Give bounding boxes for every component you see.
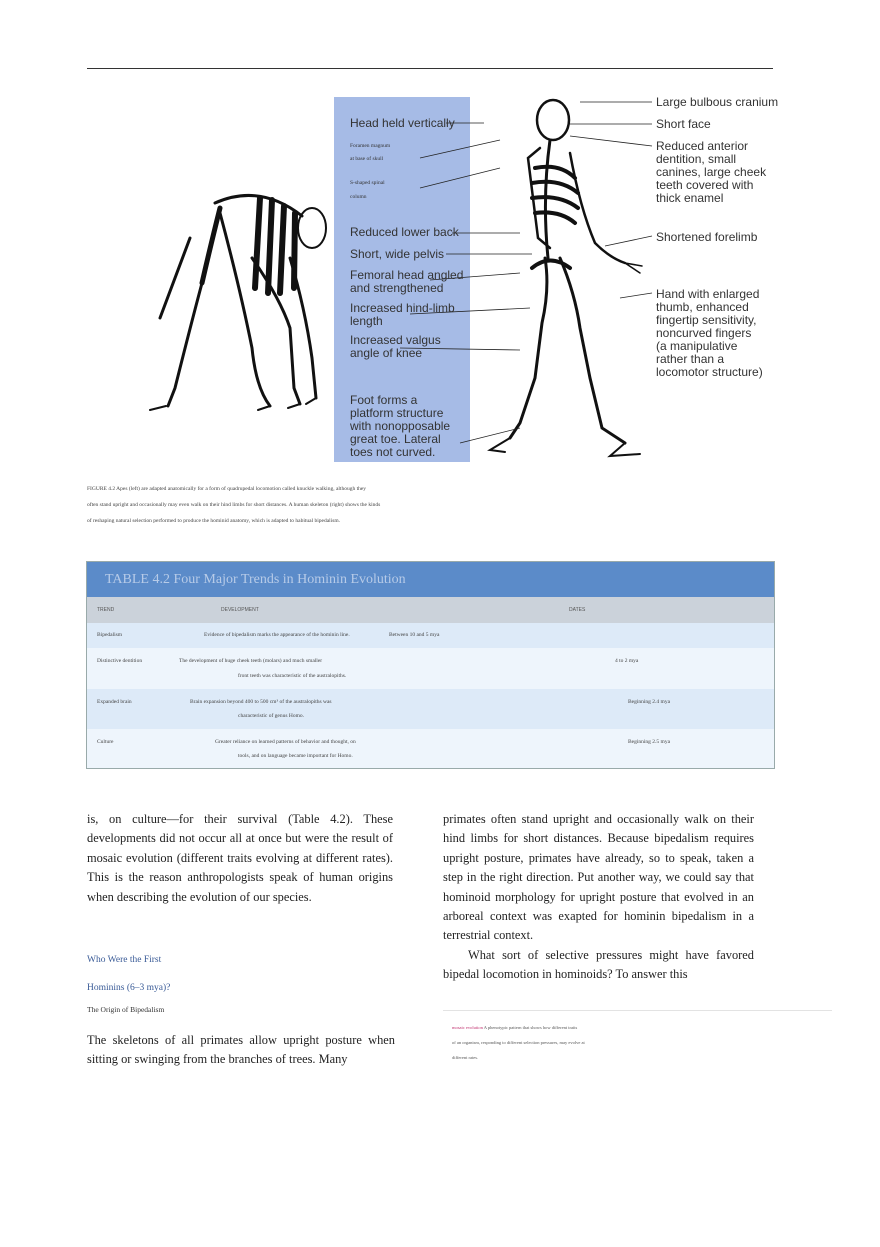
body-left-column bbox=[87, 810, 393, 907]
fig-label-spine: S-shaped spinal bbox=[350, 180, 385, 186]
fig-label-foot-3: with nonopposable bbox=[350, 419, 451, 433]
figure-caption bbox=[87, 481, 417, 529]
cell-development: Greater reliance on learned patterns of behavior and thought, on bbox=[215, 739, 356, 745]
col-header-trend: TREND bbox=[97, 607, 115, 613]
fig-label-dentition: Reduced anterior bbox=[656, 139, 749, 153]
fig-label-femoral-head: Femoral head angled bbox=[350, 268, 464, 282]
cell-trend: Bipedalism bbox=[97, 632, 123, 638]
table-title-bar bbox=[87, 562, 774, 597]
caption-line: of reshaping natural selection performed to produce the hominid anatomy, which is adapted to habitual bipedalism. bbox=[87, 518, 341, 524]
fig-label-hand: Hand with enlarged bbox=[656, 287, 760, 301]
body-left-column-continued bbox=[87, 1031, 395, 1070]
cell-development: front teeth was characteristic of the australopiths. bbox=[238, 673, 347, 679]
fig-label-hind-limb-2: length bbox=[350, 314, 383, 328]
table-row bbox=[87, 648, 774, 689]
cell-trend: Distinctive dentition bbox=[97, 658, 143, 664]
ape-skeleton-illustration bbox=[150, 195, 326, 410]
fig-label-foot-2: platform structure bbox=[350, 406, 444, 420]
caption-line: FIGURE 4.2 Apes (left) are adapted anatomically for a form of quadrupedal locomotion called knuckle walking, although they bbox=[87, 486, 367, 492]
cell-development: Brain expansion beyond 400 to 500 cm³ of the australopiths was bbox=[190, 699, 332, 705]
body-paragraph: primates often stand upright and occasionally walk on their hind limbs for short distances. Because bipedalism requires upright posture, primates have already, so to speak, taken a step in the right direction. Put another way, we could say that hominoid morphology for upright posture that evolved in an arboreal context was exapted for hominin bipedalism in a terrestrial context. bbox=[443, 812, 754, 943]
body-paragraph: is, on culture—for their survival (Table 4.2). These developments did not occur all at once but were the result of mosaic evolution (different traits evolving at different rates). This is the reason anthropologists speak of human origins when describing the evolution of our species. bbox=[87, 812, 393, 904]
cell-dates: 4 to 2 mya bbox=[615, 658, 639, 664]
fig-label-hind-limb: Increased hind-limb bbox=[350, 301, 455, 315]
cell-trend: Culture bbox=[97, 739, 114, 745]
subsection-heading: The Origin of Bipedalism bbox=[87, 1005, 165, 1014]
table-row bbox=[87, 729, 774, 768]
table-column-header bbox=[87, 597, 774, 623]
fig-label-foot: Foot forms a bbox=[350, 393, 418, 407]
trends-table bbox=[86, 561, 775, 769]
fig-label-foramen-2: at base of skull bbox=[350, 156, 384, 162]
body-right-column bbox=[443, 810, 754, 985]
fig-label-hand-6: rather than a bbox=[656, 352, 725, 366]
fig-label-foot-5: toes not curved. bbox=[350, 445, 436, 459]
human-skeleton-illustration bbox=[490, 100, 642, 456]
fig-label-pelvis: Short, wide pelvis bbox=[350, 247, 445, 261]
section-heading bbox=[87, 946, 170, 1002]
fig-label-cranium: Large bulbous cranium bbox=[656, 95, 779, 109]
col-header-development: DEVELOPMENT bbox=[221, 607, 259, 613]
fig-label-forelimb: Shortened forelimb bbox=[656, 230, 758, 244]
fig-label-hand-5: (a manipulative bbox=[656, 339, 738, 353]
body-paragraph: The skeletons of all primates allow upright posture when sitting or swinging from the branches of trees. Many bbox=[87, 1033, 395, 1067]
cell-dates: Between 10 and 5 mya bbox=[389, 632, 440, 638]
table-row bbox=[87, 623, 774, 648]
fig-label-hand-3: fingertip sensitivity, bbox=[656, 313, 757, 327]
glossary-rule bbox=[443, 1010, 832, 1011]
glossary-definition: different rates. bbox=[452, 1055, 479, 1060]
cell-dates: Beginning 2.5 mya bbox=[628, 739, 671, 745]
fig-label-foot-4: great toe. Lateral bbox=[350, 432, 441, 446]
table-title: TABLE 4.2 Four Major Trends in Hominin Evolution bbox=[105, 572, 406, 587]
col-header-dates: DATES bbox=[569, 607, 586, 613]
cell-development: Evidence of bipedalism marks the appearance of the hominin line. bbox=[204, 632, 350, 638]
fig-label-dentition-2: dentition, small bbox=[656, 152, 737, 166]
fig-label-short-face: Short face bbox=[656, 117, 711, 131]
cell-trend: Expanded brain bbox=[97, 699, 132, 705]
fig-label-head-vertical: Head held vertically bbox=[350, 116, 455, 130]
cell-development: The development of huge cheek teeth (molars) and much smaller bbox=[179, 658, 323, 664]
glossary-term: mosaic evolution bbox=[452, 1025, 483, 1030]
table-row bbox=[87, 689, 774, 729]
fig-label-foramen: Foramen magnum bbox=[350, 143, 391, 149]
section-heading-line: Hominins (6–3 mya)? bbox=[87, 983, 171, 993]
cell-development: characteristic of genus Homo. bbox=[238, 713, 304, 719]
fig-label-dentition-4: teeth covered with bbox=[656, 178, 754, 192]
fig-label-hand-2: thumb, enhanced bbox=[656, 300, 749, 314]
cell-dates: Beginning 2.4 mya bbox=[628, 699, 671, 705]
section-heading-line: Who Were the First bbox=[87, 955, 162, 965]
fig-label-valgus-2: angle of knee bbox=[350, 346, 423, 360]
glossary-note bbox=[452, 1020, 652, 1065]
fig-label-femoral-head-2: and strengthened bbox=[350, 281, 444, 295]
fig-label-hand-4: noncurved fingers bbox=[656, 326, 752, 340]
header-rule bbox=[87, 68, 773, 69]
fig-label-spine-2: column bbox=[350, 194, 367, 200]
fig-label-dentition-3: canines, large cheek bbox=[656, 165, 767, 179]
glossary-definition: of an organism, responding to different selection pressures, may evolve at bbox=[452, 1040, 585, 1045]
cell-development: tools, and on language became important for Homo. bbox=[238, 753, 353, 759]
body-paragraph: What sort of selective pressures might have favored bipedal locomotion in hominoids? To answer this bbox=[443, 947, 754, 982]
caption-line: often stand upright and occasionally may even walk on their hind limbs for short distances. A human skeleton (right) shows the kinds bbox=[87, 502, 381, 508]
fig-label-valgus: Increased valgus bbox=[350, 333, 441, 347]
fig-label-hand-7: locomotor structure) bbox=[656, 365, 763, 379]
fig-label-lower-back: Reduced lower back bbox=[350, 225, 459, 239]
glossary-definition: A phenotypic pattern that shows how different traits bbox=[482, 1025, 578, 1030]
fig-label-dentition-5: thick enamel bbox=[656, 191, 724, 205]
